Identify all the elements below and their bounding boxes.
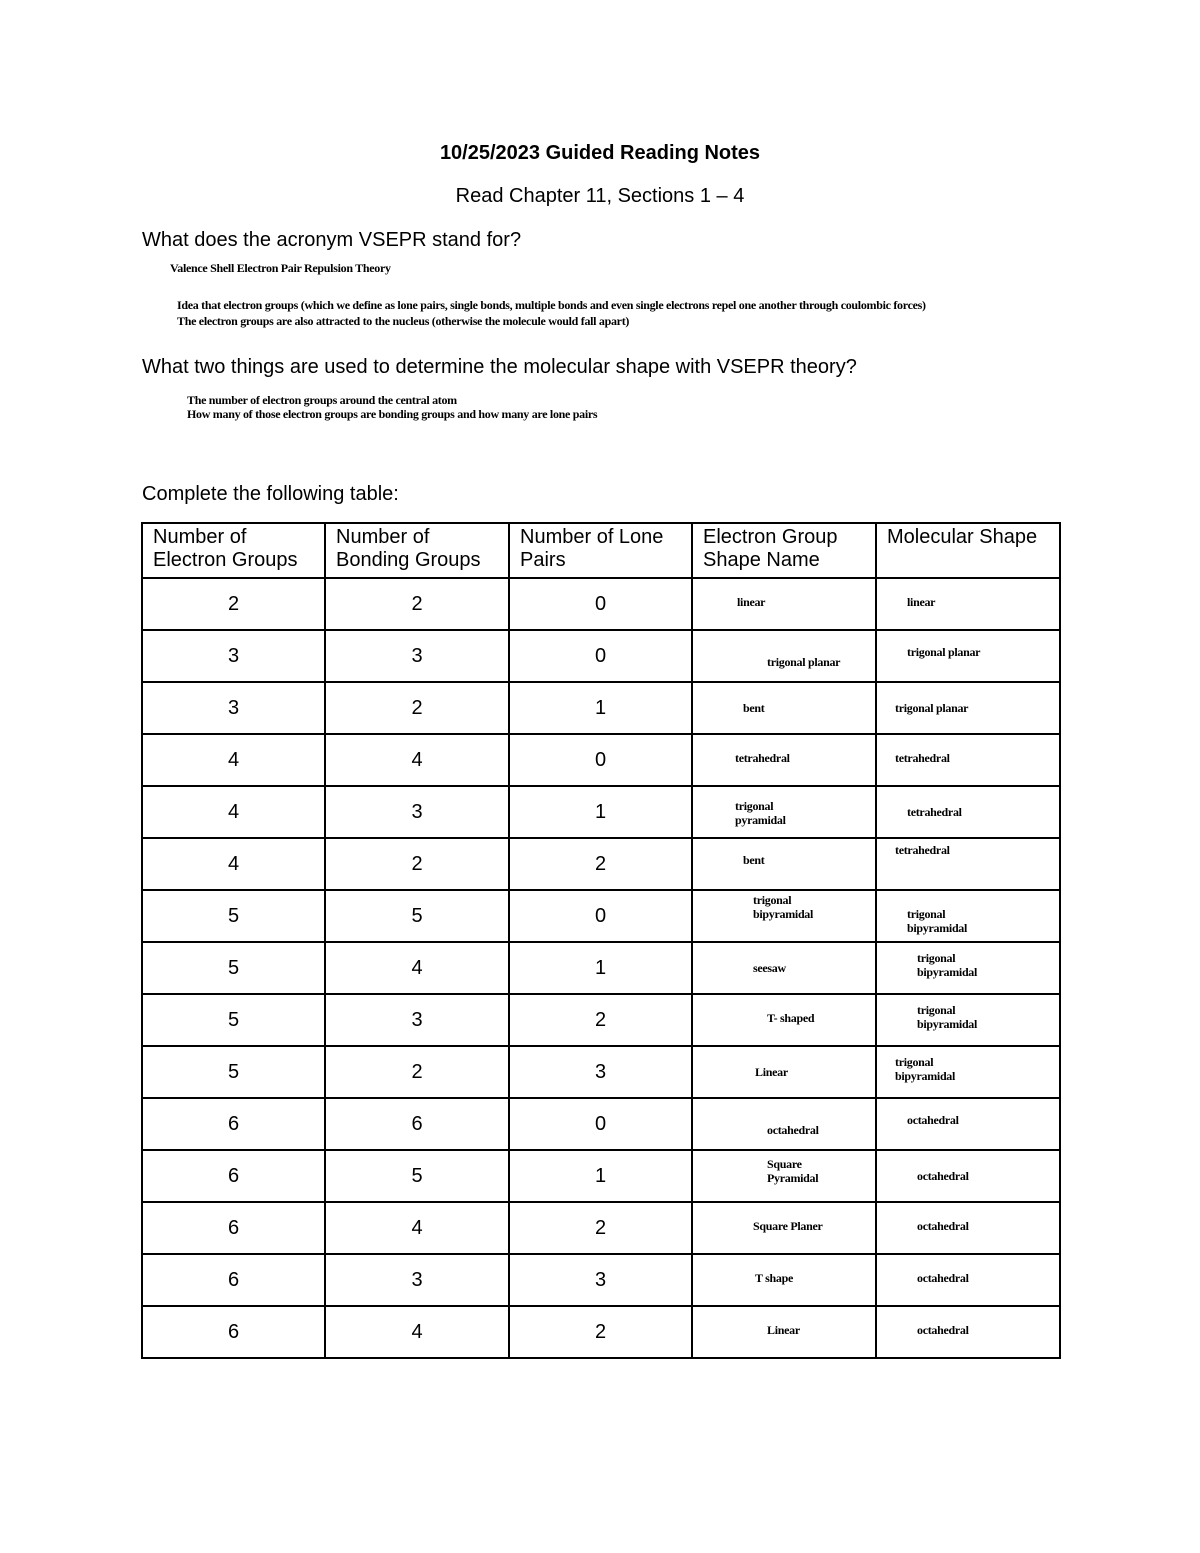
cell-bonding-groups: 2 [325,838,509,890]
cell-electron-group-shape [692,1254,876,1306]
header-molecular-shape: Molecular Shape [876,523,1060,578]
cell-electron-groups: 5 [142,1046,325,1098]
cell-bonding-groups: 2 [325,578,509,630]
table-row [142,890,1060,942]
cell-lone-pairs: 3 [509,1046,692,1098]
header-electron-groups: Number of Electron Groups [142,523,325,578]
cell-electron-group-shape [692,682,876,734]
cell-molecular-shape-text: trigonal bipyramidal [895,1055,956,1083]
cell-electron-group-shape [692,734,876,786]
cell-molecular-shape-text: octahedral [917,1219,969,1233]
answer-electron-group-count: The number of electron groups around the central atom [187,393,457,407]
cell-lone-pairs: 0 [509,630,692,682]
table-row [142,1098,1060,1150]
cell-molecular-shape-text: tetrahedral [895,751,950,765]
cell-molecular-shape-text: trigonal bipyramidal [907,907,968,935]
cell-electron-group-shape-text: T shape [755,1271,794,1285]
cell-molecular-shape-text: trigonal planar [907,645,981,659]
cell-electron-group-shape [692,1150,876,1202]
cell-electron-groups: 6 [142,1306,325,1358]
table-row [142,994,1060,1046]
cell-molecular-shape [876,890,1060,942]
answer-nucleus-attraction: The electron groups are also attracted to the nucleus (otherwise the molecule would fall apart) [177,314,630,328]
cell-electron-groups: 4 [142,786,325,838]
cell-electron-group-shape-text: seesaw [753,961,786,975]
cell-electron-groups: 6 [142,1254,325,1306]
cell-electron-group-shape [692,942,876,994]
cell-lone-pairs: 2 [509,994,692,1046]
cell-molecular-shape-text: tetrahedral [895,843,950,857]
cell-bonding-groups: 4 [325,1202,509,1254]
vsepr-table [141,522,1061,1359]
cell-molecular-shape [876,1254,1060,1306]
cell-bonding-groups: 4 [325,734,509,786]
table-row [142,1150,1060,1202]
cell-bonding-groups: 6 [325,1098,509,1150]
cell-electron-group-shape-text: Square Planer [753,1219,823,1233]
cell-electron-group-shape [692,890,876,942]
cell-bonding-groups: 2 [325,682,509,734]
cell-electron-group-shape-text: bent [743,701,765,715]
cell-electron-groups: 5 [142,994,325,1046]
table-row [142,838,1060,890]
cell-molecular-shape [876,786,1060,838]
cell-electron-group-shape-text: trigonal planar [767,655,841,669]
cell-electron-group-shape-text: Linear [767,1323,800,1337]
cell-bonding-groups: 5 [325,890,509,942]
cell-molecular-shape-text: trigonal bipyramidal [917,951,978,979]
cell-bonding-groups: 3 [325,1254,509,1306]
cell-molecular-shape-text: linear [907,595,936,609]
page-subtitle: Read Chapter 11, Sections 1 – 4 [455,185,745,207]
cell-electron-group-shape [692,1098,876,1150]
cell-bonding-groups: 3 [325,994,509,1046]
cell-electron-groups: 4 [142,734,325,786]
table-row [142,1306,1060,1358]
header-lone-pairs: Number of Lone Pairs [509,523,692,578]
cell-molecular-shape-text: octahedral [917,1323,969,1337]
cell-molecular-shape-text: trigonal bipyramidal [917,1003,978,1031]
cell-molecular-shape [876,994,1060,1046]
cell-electron-groups: 3 [142,630,325,682]
cell-electron-groups: 3 [142,682,325,734]
table-row [142,1046,1060,1098]
cell-molecular-shape-text: tetrahedral [907,805,962,819]
cell-electron-groups: 6 [142,1150,325,1202]
cell-molecular-shape [876,734,1060,786]
cell-molecular-shape-text: octahedral [917,1271,969,1285]
cell-bonding-groups: 5 [325,1150,509,1202]
table-row [142,942,1060,994]
cell-electron-group-shape-text: trigonal bipyramidal [753,893,814,921]
cell-molecular-shape [876,1046,1060,1098]
table-row [142,682,1060,734]
cell-electron-group-shape-text: bent [743,853,765,867]
cell-bonding-groups: 4 [325,1306,509,1358]
cell-molecular-shape [876,1306,1060,1358]
cell-electron-groups: 6 [142,1098,325,1150]
cell-electron-group-shape-text: octahedral [767,1123,819,1137]
cell-lone-pairs: 1 [509,682,692,734]
cell-electron-group-shape [692,994,876,1046]
cell-electron-groups: 5 [142,942,325,994]
cell-electron-group-shape-text: linear [737,595,766,609]
cell-electron-groups: 2 [142,578,325,630]
cell-electron-group-shape-text: Linear [755,1065,788,1079]
cell-electron-group-shape-text: trigonal pyramidal [735,799,786,827]
answer-vsepr-acronym: Valence Shell Electron Pair Repulsion Theory [170,261,391,275]
cell-electron-groups: 5 [142,890,325,942]
cell-electron-group-shape-text: T- shaped [767,1011,815,1025]
cell-molecular-shape-text: trigonal planar [895,701,969,715]
cell-molecular-shape [876,838,1060,890]
table-row [142,1202,1060,1254]
cell-electron-group-shape [692,578,876,630]
cell-molecular-shape [876,1202,1060,1254]
cell-lone-pairs: 3 [509,1254,692,1306]
cell-molecular-shape [876,942,1060,994]
cell-electron-group-shape [692,1306,876,1358]
cell-lone-pairs: 1 [509,942,692,994]
cell-lone-pairs: 1 [509,1150,692,1202]
header-bonding-groups: Number of Bonding Groups [325,523,509,578]
cell-bonding-groups: 3 [325,630,509,682]
header-electron-group-shape: Electron Group Shape Name [692,523,876,578]
cell-lone-pairs: 0 [509,578,692,630]
cell-electron-group-shape-text: Square Pyramidal [767,1157,819,1185]
cell-bonding-groups: 4 [325,942,509,994]
cell-molecular-shape [876,682,1060,734]
cell-molecular-shape-text: octahedral [917,1169,969,1183]
table-prompt: Complete the following table: [142,483,399,505]
cell-electron-group-shape [692,838,876,890]
cell-molecular-shape [876,578,1060,630]
question-molecular-shape: What two things are used to determine the molecular shape with VSEPR theory? [142,356,857,378]
cell-lone-pairs: 2 [509,1306,692,1358]
cell-electron-group-shape-text: tetrahedral [735,751,790,765]
cell-bonding-groups: 2 [325,1046,509,1098]
cell-molecular-shape-text: octahedral [907,1113,959,1127]
cell-molecular-shape [876,1150,1060,1202]
question-vsepr-acronym: What does the acronym VSEPR stand for? [142,229,522,251]
cell-lone-pairs: 0 [509,734,692,786]
cell-electron-group-shape [692,1202,876,1254]
cell-electron-group-shape [692,630,876,682]
answer-electron-groups-idea: Idea that electron groups (which we define as lone pairs, single bonds, multiple bonds and even single electrons repel one another through coulombic forces) [177,298,926,312]
cell-lone-pairs: 2 [509,838,692,890]
cell-lone-pairs: 2 [509,1202,692,1254]
table-row [142,1254,1060,1306]
cell-lone-pairs: 0 [509,1098,692,1150]
table-row [142,578,1060,630]
table-row [142,786,1060,838]
cell-lone-pairs: 0 [509,890,692,942]
cell-electron-groups: 4 [142,838,325,890]
cell-molecular-shape [876,1098,1060,1150]
table-header-row [142,523,1060,578]
page-title: 10/25/2023 Guided Reading Notes [439,142,761,164]
table-row [142,630,1060,682]
cell-electron-group-shape [692,786,876,838]
answer-bonding-vs-lone: How many of those electron groups are bonding groups and how many are lone pairs [187,407,598,421]
cell-electron-groups: 6 [142,1202,325,1254]
table-row [142,734,1060,786]
cell-lone-pairs: 1 [509,786,692,838]
cell-bonding-groups: 3 [325,786,509,838]
cell-electron-group-shape [692,1046,876,1098]
cell-molecular-shape [876,630,1060,682]
